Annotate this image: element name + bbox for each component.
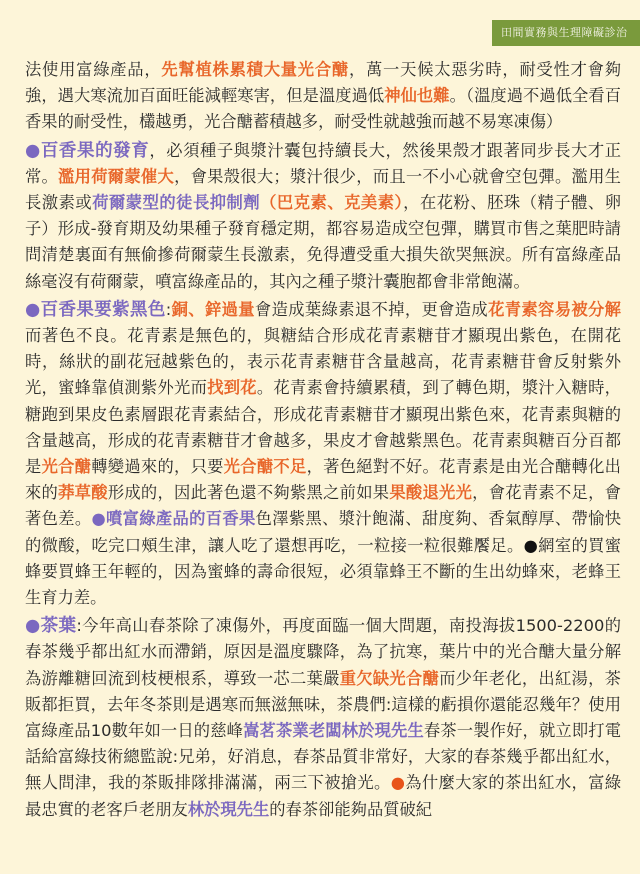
body-text: ，萬一天候太惡劣時，耐受性才會夠強，遇大寒流加百面旺能減輕寒害，但是溫度過低 bbox=[25, 60, 621, 106]
highlighted-text: 重欠缺光合醣 bbox=[339, 668, 440, 688]
highlighted-text: 嵩茗茶業老闆林於現先生 bbox=[243, 721, 424, 741]
body-text: :今年高山春茶除了凍傷外，再度面臨一個大問題，南投海拔1500-2200的春茶幾乎都出紅水而滯銷，原因是溫度驟降，為了抗寒，葉片中的光合醣大量分解為游離糖回流到枝梗根系，導致一芯二葉嚴 bbox=[25, 616, 621, 688]
body-text: 法使用富綠產品， bbox=[25, 60, 162, 79]
highlighted-text: 找到花 bbox=[207, 378, 257, 398]
paragraph-passionfruit-development bbox=[25, 138, 621, 295]
paragraph-cold-tolerance bbox=[25, 57, 621, 136]
highlighted-text: ●茶葉 bbox=[25, 616, 77, 637]
highlighted-text: ● bbox=[390, 773, 406, 793]
highlighted-text: ●噴富綠產品的百香果 bbox=[91, 509, 256, 529]
body-text: 會造成葉綠素退不掉，更會造成 bbox=[254, 299, 489, 319]
body-text: 。（溫度過不過低全看百香果的耐受性，欉越勇，光合醣蓄積越多，耐受性就越強而越不易寒凍傷） bbox=[25, 86, 621, 132]
body-text: ，必須種子與漿汁囊包持續長大，然後果殼才跟著同步長大才正常。 bbox=[25, 140, 621, 186]
highlighted-text: ● bbox=[523, 535, 539, 555]
body-text: : bbox=[165, 299, 172, 319]
body-text: ，在花粉、胚珠（精子體、卵子）形成-發育期及幼果種子發育穩定期，都容易造成空包彈，購買市售之葉肥時請問清楚裏面有無偷摻荷爾蒙生長激素，免得遭受重大損失欲哭無淚。所有富綠產品絲毫沒有荷爾蒙，噴富綠產品的，其內之種子漿汁囊胞都會非常飽滿。 bbox=[25, 193, 621, 291]
body-text: 春茶一製作好，就立即打電話給富綠技術總監說:兄弟，好消息，春茶品質非常好，大家的春茶幾乎都出紅水，無人問津，我的茶販排隊排滿滿，兩三下被搶光。 bbox=[25, 721, 621, 793]
highlighted-text: ●百香果的發育 bbox=[25, 140, 150, 161]
highlighted-text: 先幫植株累積大量光合醣 bbox=[161, 60, 349, 79]
highlighted-text: 銅、鋅過量 bbox=[171, 299, 255, 319]
body-text: 形成的，因此著色還不夠紫黑之前如果 bbox=[107, 483, 390, 503]
paragraph-passionfruit-coloring bbox=[25, 297, 621, 611]
body-text: ，會果殼很大；漿汁很少，而且一不小心就會空包彈。濫用生長激素或 bbox=[25, 166, 621, 213]
highlighted-text: 濫用荷爾蒙催大 bbox=[58, 166, 175, 186]
section-header-bar bbox=[492, 20, 640, 46]
body-text: 的春茶卻能夠品質破紀 bbox=[269, 799, 433, 819]
body-text: 轉變過來的，只要 bbox=[91, 457, 224, 477]
highlighted-text: 神仙也難 bbox=[384, 86, 450, 106]
body-text: ，著色絕對不好。花青素是由光合醣轉化出來的 bbox=[25, 457, 621, 503]
highlighted-text: 林於現先生 bbox=[187, 799, 270, 819]
body-text: 為什麼大家的茶出紅水，富綠最忠實的老客戶老朋友 bbox=[25, 773, 621, 819]
body-text: 。花青素會持續累積，到了轉色期，漿汁入糖時，糖跑到果皮色素層跟花青素結合，形成花青素糖苷才顯現出紫色來，花青素與糖的含量越高，形成的花青素糖苷才會越多，果皮才會越紫黑色。花青素與糖百分百都是 bbox=[25, 378, 621, 477]
body-text: 網室的買蜜蜂要買蜂王年輕的，因為蜜蜂的壽命很短，必須靠蜂王不斷的生出幼蜂來，老蜂王生育力差。 bbox=[25, 535, 621, 608]
body-text: 而少年老化，出紅湯，茶販都拒買，去年冬茶則是遇寒而無滋無味，茶農們:這樣的虧損你還能忍幾年？使用富綠產品10數年如一日的慈峰 bbox=[25, 668, 621, 741]
body-text: 色澤紫黑、漿汁飽滿、甜度夠、香氣醇厚、帶愉快的微酸，吃完口頰生津，讓人吃了還想再吃，一粒接一粒很難饜足。 bbox=[25, 509, 621, 555]
highlighted-text: ●百香果要紫黑色 bbox=[25, 299, 166, 320]
highlighted-text: （巴克素、克美素） bbox=[260, 193, 404, 213]
highlighted-text: 花青素容易被分解 bbox=[488, 299, 621, 319]
body-text: 而著色不良。花青素是無色的，與糖結合形成花青素糖苷才顯現出紫色，在開花時，絲狀的副花冠越紫色的，表示花青素糖苷含量越高，花青素糖苷會反射紫外光，蜜蜂靠偵測紫外光而 bbox=[25, 326, 621, 398]
highlighted-text: 果酸退光光 bbox=[389, 483, 473, 503]
section-title: 田間實務與生理障礙診治 bbox=[501, 26, 628, 39]
body-text: ，會花青素不足，會著色差。 bbox=[25, 483, 621, 529]
highlighted-text: 光合醣 bbox=[41, 457, 92, 477]
paragraph-tea-leaves bbox=[25, 613, 621, 823]
highlighted-text: 光合醣不足 bbox=[223, 457, 307, 477]
article-body bbox=[25, 57, 621, 823]
highlighted-text: 莽草酸 bbox=[58, 483, 108, 503]
highlighted-text: 荷爾蒙型的徒長抑制劑 bbox=[92, 193, 261, 213]
